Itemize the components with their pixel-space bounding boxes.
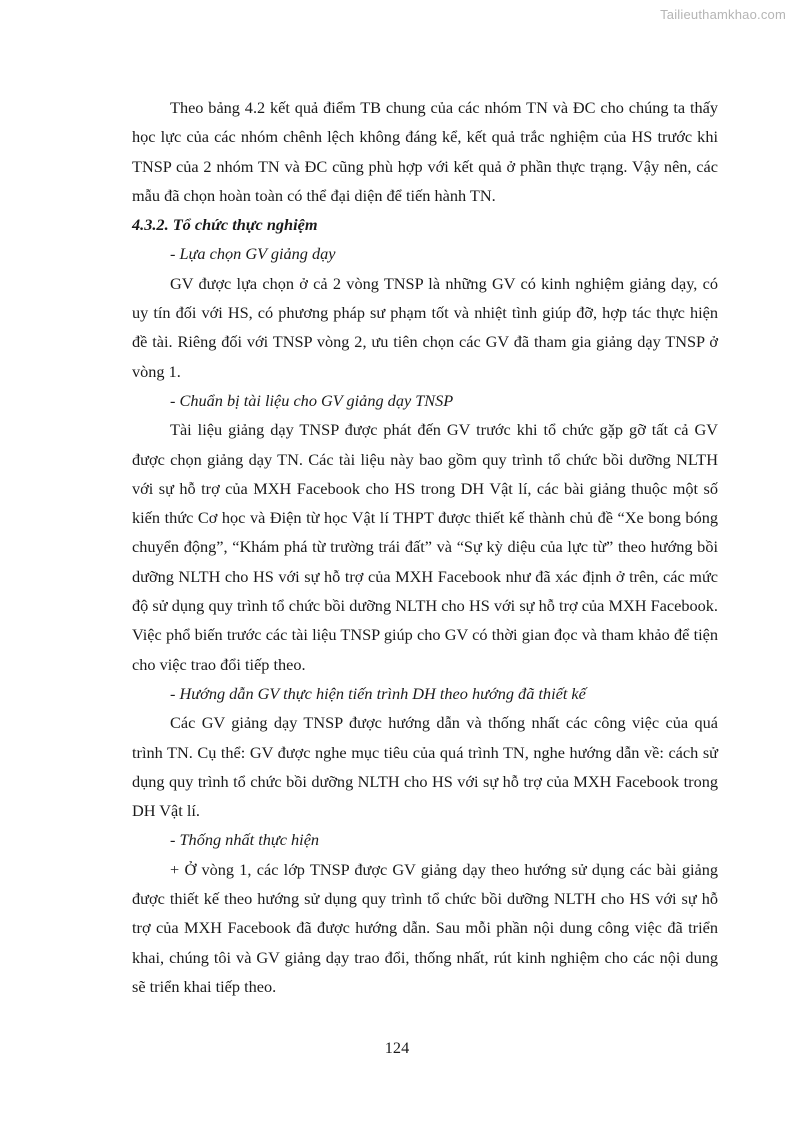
subsection-text-agreement: + Ở vòng 1, các lớp TNSP được GV giảng dạy theo hướng sử dụng các bài giảng được thiết kế theo hướng sử dụng quy trình tổ chức bồi dưỡng NLTH cho HS với sự hỗ trợ của MXH Facebook đã được hướng dẫn. Sau mỗi phần nội dung công việc đã triển khai, chúng tôi và GV giảng dạy trao đổi, thống nhất, rút kinh nghiệm cho các nội dung sẽ triển khai tiếp theo.	[132, 859, 718, 996]
page-content	[132, 93, 718, 1001]
subsection-title-guidance: - Hướng dẫn GV thực hiện tiến trình DH theo hướng đã thiết kế	[170, 683, 586, 703]
watermark: Tailieuthamkhao.com	[660, 7, 786, 22]
subsection-title-materials: - Chuẩn bị tài liệu cho GV giảng dạy TNSP	[170, 390, 454, 410]
subsection-text-guidance: Các GV giảng dạy TNSP được hướng dẫn và thống nhất các công việc của quá trình TN. Cụ thể: GV được nghe mục tiêu của quá trình TN, nghe hướng dẫn về: cách sử dụng quy trình tổ chức bồi dưỡng NLTH cho HS với sự hỗ trợ của MXH Facebook trong DH Vật lí.	[132, 713, 718, 821]
subsection-text-teacher-selection: GV được lựa chọn ở cả 2 vòng TNSP là những GV có kinh nghiệm giảng dạy, có uy tín đối với HS, có phương pháp sư phạm tốt và nhiệt tình giúp đỡ, hợp tác thực hiện đề tài. Riêng đối với TNSP vòng 2, ưu tiên chọn các GV đã tham gia giảng dạy TNSP ở vòng 1.	[132, 273, 718, 381]
subsection-title-teacher-selection: - Lựa chọn GV giảng dạy	[170, 244, 336, 264]
subsection-text-materials: Tài liệu giảng dạy TNSP được phát đến GV trước khi tổ chức gặp gỡ tất cả GV được chọn giảng dạy TN. Các tài liệu này bao gồm quy trình tổ chức bồi dưỡng NLTH với sự hỗ trợ của MXH Facebook cho HS trong DH Vật lí, các bài giảng thuộc một số kiến thức Cơ học và Điện từ học Vật lí THPT được thiết kế thành chủ đề “Xe bong bóng chuyển động”, “Khám phá từ trường trái đất” và “Sự kỳ diệu của lực từ” theo hướng bồi dưỡng NLTH cho HS với sự hỗ trợ của MXH Facebook như đã xác định ở trên, các mức độ sử dụng quy trình tổ chức bồi dưỡng NLTH cho HS với sự hỗ trợ của MXH Facebook. Việc phổ biến trước các tài liệu TNSP giúp cho GV có thời gian đọc và tham khảo để tiện cho việc trao đổi tiếp theo.	[132, 420, 718, 674]
page-number: 124	[384, 1038, 410, 1057]
intro-paragraph: Theo bảng 4.2 kết quả điểm TB chung của các nhóm TN và ĐC cho chúng ta thấy học lực của các nhóm chênh lệch không đáng kể, kết quả trắc nghiệm của HS trước khi TNSP của 2 nhóm TN và ĐC cũng phù hợp với kết quả ở phần thực trạng. Vậy nên, các mẫu đã chọn hoàn toàn có thể đại diện để tiến hành TN.	[132, 98, 718, 205]
section-heading: 4.3.2. Tổ chức thực nghiệm	[132, 215, 318, 235]
subsection-title-agreement: - Thống nhất thực hiện	[170, 830, 320, 850]
